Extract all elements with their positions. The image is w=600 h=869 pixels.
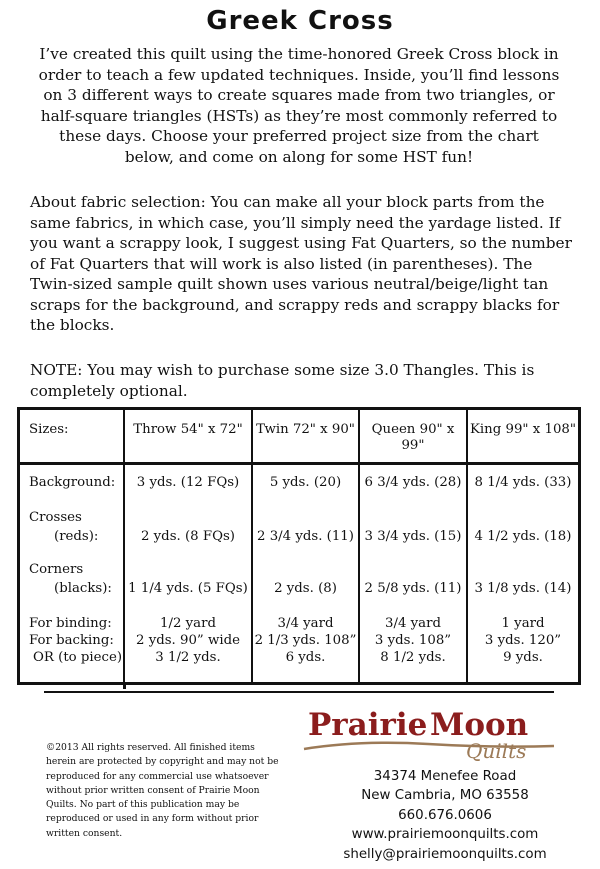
table-cell: 6 3/4 yds. (28) [364, 475, 462, 490]
size-name: Queen [371, 422, 416, 437]
table-cell: 2 1/3 yds. 108” [254, 633, 357, 648]
binding-label: For binding: [29, 616, 112, 631]
table-cell: 3 3/4 yds. (15) [364, 529, 462, 544]
table-cell: 8 1/2 yds. [380, 650, 446, 665]
page-title: Greek Cross [206, 6, 394, 36]
table-cell: 1 1/4 yds. (5 FQs) [128, 581, 248, 596]
copyright-notice: ©2013 All rights reserved. All finished items herein are protected by copyright and may not be reproduced for any commercial use whatsoever without prior written consent of Prairie Moon Quilts. No part of this publication may be reproduced or used in any form without prior written consent. [46, 742, 279, 839]
table-cell: 3/4 yard [277, 616, 334, 631]
col-header-king [468, 422, 578, 438]
footer-divider [44, 691, 554, 693]
contact-block [300, 767, 590, 864]
col-header-throw [125, 422, 251, 438]
topiece-label: OR (to piece) [33, 650, 123, 665]
table-cell: 3/4 yard [385, 616, 441, 631]
street-address: 34374 Menefee Road [373, 769, 517, 784]
table-cell: 1/2 yard [160, 616, 216, 631]
note-paragraph: NOTE: You may wish to purchase some size 3.0 Thangles. This is completely optional. [30, 361, 535, 400]
size-dims: 72" x 90" [292, 422, 355, 437]
table-cell: 3 yds. 108” [374, 633, 452, 648]
col-header-twin [253, 422, 358, 438]
size-dims: 99" x 108" [505, 422, 576, 437]
table-cell: 2 yds. (8) [274, 581, 337, 596]
website-link[interactable]: www.prairiemoonquilts.com [351, 827, 539, 843]
fabric-selection-paragraph: About fabric selection: You can make all your block parts from the same fabrics, in which case, you’ll simply need the yardage listed. If you want a scrappy look, I suggest using Fat Quarters, so the number of Fat Quarters that will work is also listed (in parentheses). The Twin-sized sample quilt shown uses various neutral/beige/light tan scraps for the background, and scrappy reds and scrappy blacks for the blocks. [30, 193, 572, 334]
corners-label: Corners [29, 562, 84, 577]
logo-word-prairie: Prairie [308, 707, 428, 743]
crosses-sublabel: (reds): [54, 529, 99, 544]
sizes-label: Sizes: [29, 422, 69, 437]
table-cell: 2 yds. (8 FQs) [140, 529, 235, 544]
prairie-moon-quilts-logo [300, 704, 560, 762]
yardage-table [17, 407, 581, 685]
table-cell: 5 yds. (20) [269, 475, 342, 490]
table-cell: 8 1/4 yds. (33) [474, 475, 572, 490]
backing-label: For backing: [29, 633, 114, 648]
background-label: Background: [29, 475, 116, 490]
table-cell: 6 yds. [285, 650, 326, 665]
size-name: Twin [256, 422, 289, 437]
logo-word-quilts: Quilts [466, 739, 527, 762]
table-cell: 2 3/4 yds. (11) [257, 529, 354, 544]
intro-paragraph: I’ve created this quilt using the time-honored Greek Cross block in order to teach a few updated techniques. Inside, you’ll find lessons on 3 different ways to create squares made from two triangles, or half-square triangles (HSTs) as they’re most commonly referred to these days. Choose your preferred project size from the chart below, and come on along for some HST fun! [38, 45, 560, 166]
table-cell: 9 yds. [503, 650, 543, 665]
table-cell: 3 1/2 yds. [155, 650, 221, 665]
logo-word-moon: Moon [430, 707, 529, 743]
col-header-queen [360, 422, 466, 454]
size-name: Throw [133, 422, 177, 437]
table-line-extension [123, 685, 126, 689]
table-cell: 2 yds. 90” wide [136, 633, 240, 648]
table-cell: 3 yds. 120” [484, 633, 562, 648]
size-dims: 90" x 99" [401, 422, 455, 453]
table-cell: 4 1/2 yds. (18) [474, 529, 572, 544]
email-link[interactable]: shelly@prairiemoonquilts.com [343, 846, 547, 862]
table-cell: 2 5/8 yds. (11) [364, 581, 462, 596]
crosses-label: Crosses [29, 510, 82, 525]
corners-sublabel: (blacks): [54, 581, 112, 596]
size-name: King [470, 422, 502, 437]
table-header-divider [20, 462, 578, 465]
table-cell: 3 1/8 yds. (14) [474, 581, 572, 596]
table-cell: 1 yard [501, 616, 545, 631]
size-dims: 54" x 72" [180, 422, 243, 437]
phone-number: 660.676.0606 [398, 807, 492, 823]
table-cell: 3 yds. (12 FQs) [136, 475, 240, 490]
city-address: New Cambria, MO 63558 [361, 788, 529, 804]
